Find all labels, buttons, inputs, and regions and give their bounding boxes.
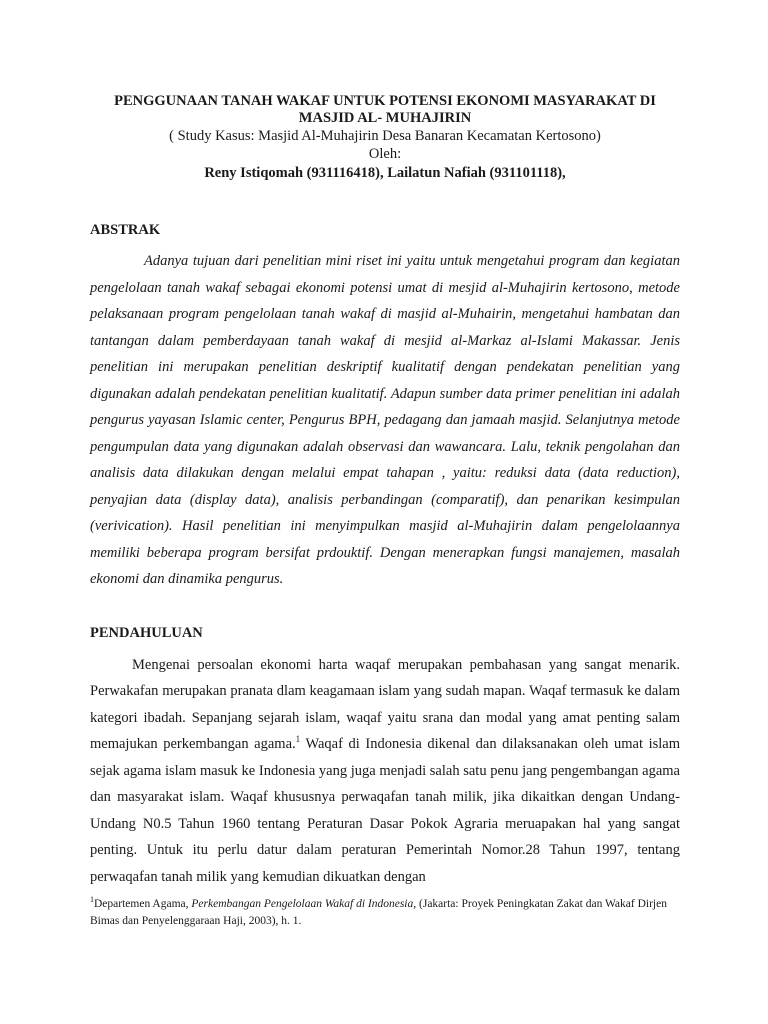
introduction-text-part-1: Mengenai persoalan ekonomi harta waqaf merupakan pembahasan yang sangat menarik. Perwakafan merupakan pranata dlam keagamaan islam yang sudah mapan. Waqaf termasuk ke dalam kategori ibadah. Sepanjang sejarah islam, waqaf yaitu srana dan modal yang amat penting salam memajukan perkembangan agama. [90,656,680,752]
introduction-heading: PENDAHULUAN [90,624,203,641]
introduction-paragraph [90,652,680,891]
footnote-divider [90,890,280,891]
author-list: Reny Istiqomah (931116418), Lailatun Nafiah (931101118), [204,165,566,181]
title-line-1: PENGGUNAAN TANAH WAKAF UNTUK POTENSI EKONOMI MASYARAKAT DI [114,93,656,109]
author-intro-label: Oleh: [368,146,402,162]
footnote-author: Departemen Agama, [94,898,192,910]
footnote-book-title: Perkembangan Pengelolaan Wakaf di Indonesia, [191,898,417,910]
abstract-text: Adanya tujuan dari penelitian mini riset ini yaitu untuk mengetahui program dan kegiatan pengelolaan tanah wakaf sebagai ekonomi potensi umat di mesjid al-Muhajirin kertosono, metode pelaksanaan program pengelolaan tanah wakaf di masjid al-Muhairin, mengetahui hambatan dan tantangan dalam pemberdayaan tanah wakaf di mesjid al-Markaz al-Islami Makassar. Jenis penelitian ini merupakan penelitian deskriptif kualitatif dengan pendekatan penelitian yang digunakan adalah pendekatan penelitian kualitatif. Adapun sumber data primer penelitian ini adalah pengurus yayasan Islamic center, Pengurus BPH, pedagang dan jamaah masjid. Selanjutnya metode pengumpulan data yang digunakan adalah observasi dan wawancara. Lalu, teknik pengolahan dan analisis data dilakukan dengan melalui empat tahapan , yaitu: reduksi data (data reduction), penyajian data (display data), analisis perbandingan (comparatif), dan penarikan kesimpulan (verivication). Hasil penelitian ini menyimpulkan masjid al-Muhajirin dalam pengelolaannya memiliki beberapa program bersifat prdouktif. Dengan menerapkan fungsi manajemen, masalah ekonomi dan dinamika pengurus. [90,253,680,587]
paper-subtitle: ( Study Kasus: Masjid Al-Muhajirin Desa Banaran Kecamatan Kertosono) [169,128,601,144]
footnote-publisher: (Jakarta: Proyek Peningkatan Zakat dan Wakaf Dirjen Bimas dan Penyelenggaraan Haji, 2003), h. 1. [90,898,667,927]
paper-title [90,93,680,127]
footnote-1 [90,896,680,930]
introduction-text-part-2: Waqaf di Indonesia dikenal dan dilaksanakan oleh umat islam sejak agama islam masuk ke Indonesia yang juga menjadi salah satu penu jang pengembangan agama dan masyarakat islam. Waqaf khususnya perwaqafan tanah milik, jika dikaitkan dengan Undang-Undang N0.5 Tahun 1960 tentang Peraturan Dasar Pokok Agraria meruapakan hal yang sangat penting. Untuk itu perlu datur dalam peraturan Pemerintah Nomor.28 Tahun 1997, tentang perwaqafan tanah milik yang kemudian dikuatkan dengan [90,736,680,885]
abstract-heading: ABSTRAK [90,222,161,238]
paper-page [90,93,680,890]
footnote-marker: 1 [90,895,94,905]
footnote-reference-1[interactable]: 1 [295,734,301,745]
title-line-2: MASJID AL- MUHAJIRIN [298,110,472,126]
